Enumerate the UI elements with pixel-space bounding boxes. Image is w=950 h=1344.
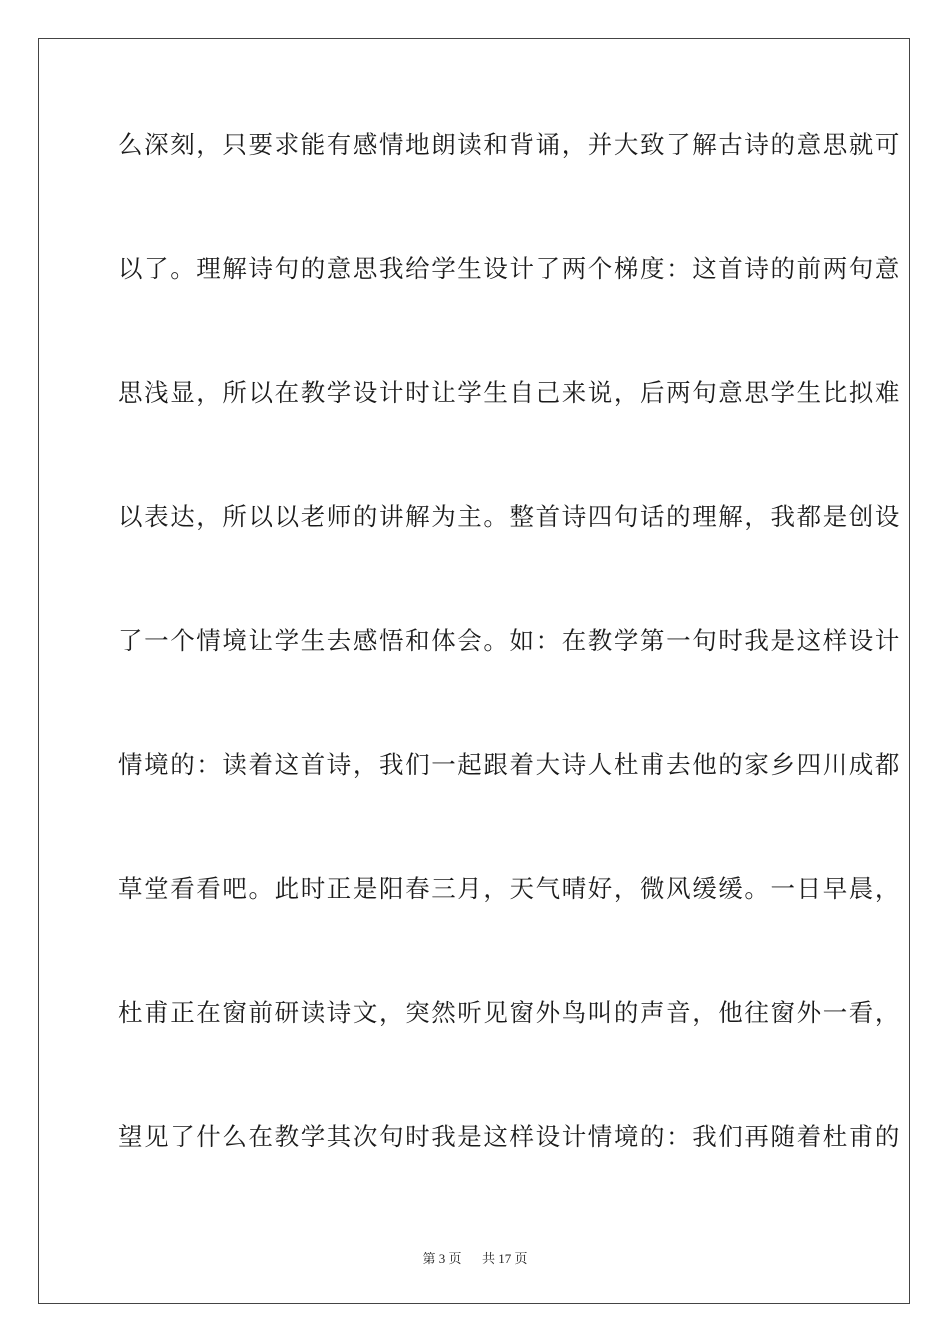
text-line: 以了。理解诗句的意思我给学生设计了两个梯度：这首诗的前两句意	[118, 254, 901, 283]
text-line: 以表达，所以以老师的讲解为主。整首诗四句话的理解，我都是创设	[118, 502, 901, 531]
text-line: 了一个情境让学生去感悟和体会。如：在教学第一句时我是这样设计	[118, 626, 901, 655]
text-line: 草堂看看吧。此时正是阳春三月，天气晴好，微风缓缓。一日早晨，	[118, 874, 901, 903]
text-line: 思浅显，所以在教学设计时让学生自己来说，后两句意思学生比拟难	[118, 378, 901, 407]
page-number: 第 3 页	[422, 1251, 462, 1266]
text-line: 么深刻，只要求能有感情地朗读和背诵，并大致了解古诗的意思就可	[118, 130, 901, 159]
text-line: 杜甫正在窗前研读诗文，突然听见窗外鸟叫的声音，他往窗外一看，	[118, 998, 901, 1027]
text-line: 望见了什么在教学其次句时我是这样设计情境的：我们再随着杜甫的	[118, 1122, 901, 1151]
document-body	[118, 124, 901, 1240]
page-footer	[0, 1248, 950, 1267]
page-total: 共 17 页	[482, 1251, 528, 1266]
text-line: 情境的：读着这首诗，我们一起跟着大诗人杜甫去他的家乡四川成都	[118, 750, 901, 779]
